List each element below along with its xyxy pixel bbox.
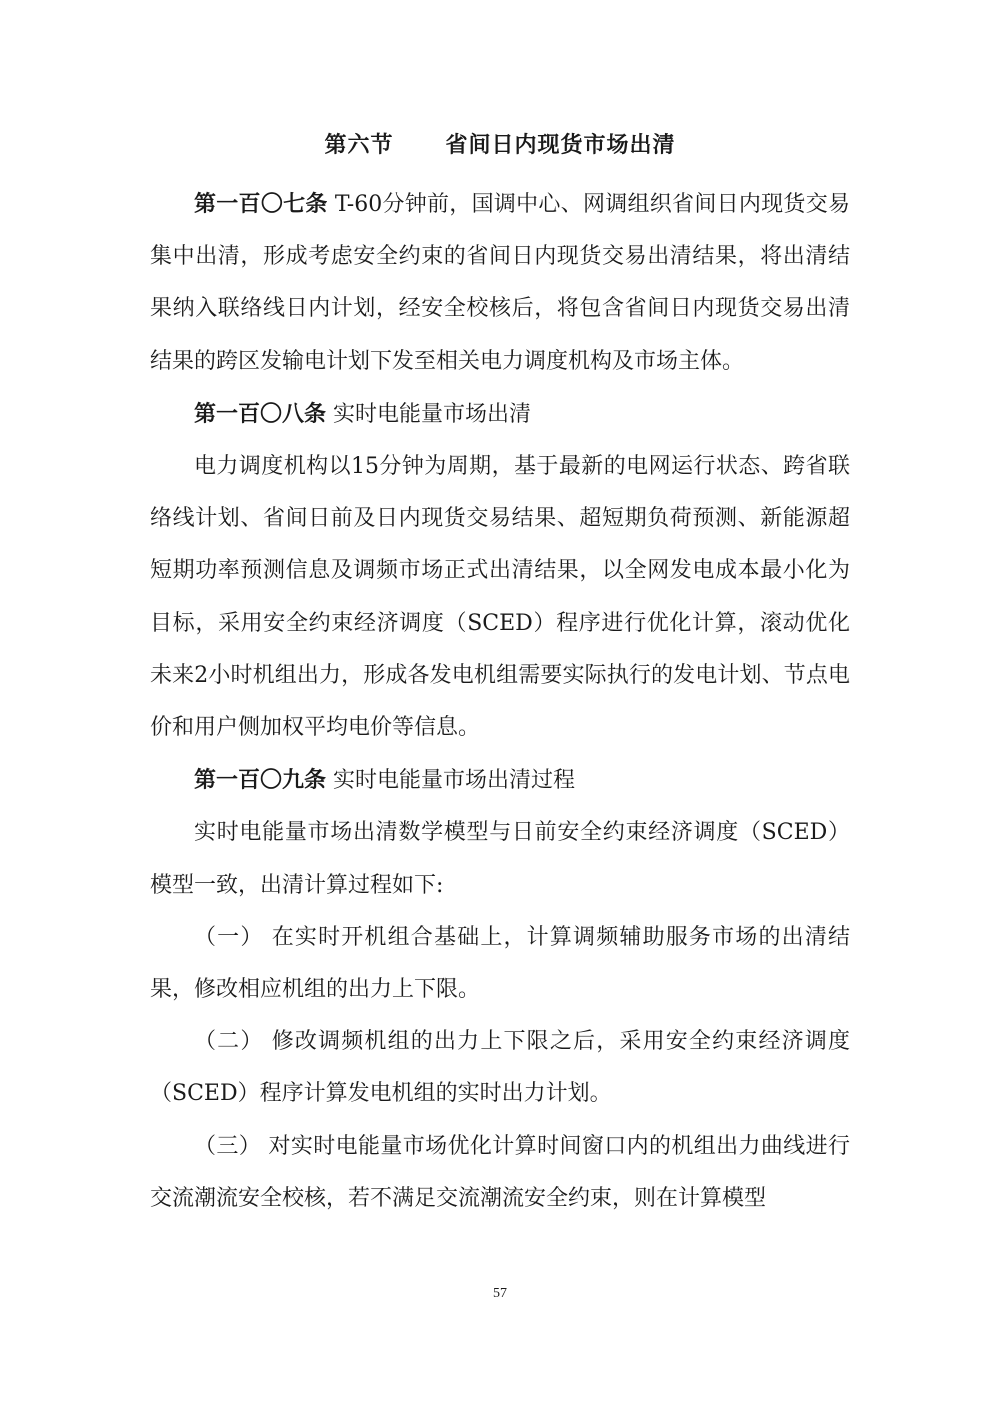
article-109 <box>150 754 850 807</box>
article-107 <box>150 178 850 388</box>
paragraph-text: 实时电能量市场出清数学模型与日前安全约束经济调度（SCED）模型一致，出清计算过程如下: <box>150 820 850 898</box>
page-number: 57 <box>493 1286 507 1301</box>
article-heading: 第一百〇八条 <box>194 400 327 427</box>
list-item-text: （二） 修改调频机组的出力上下限之后，采用安全约束经济调度（SCED）程序计算发电机组的实时出力计划。 <box>150 1029 850 1107</box>
list-item <box>150 912 850 1016</box>
article-text: T-60分钟前，国调中心、网调组织省间日内现货交易集中出清，形成考虑安全约束的省间日内现货交易出清结果，将出清结果纳入联络线日内计划，经安全校核后，将包含省间日内现货交易出清结果的跨区发输电计划下发至相关电力调度机构及市场主体。 <box>150 192 850 374</box>
list-item <box>150 1121 850 1225</box>
list-item-text: （一） 在实时开机组合基础上，计算调频辅助服务市场的出清结果，修改相应机组的出力上下限。 <box>150 924 850 1003</box>
paragraph-text: 电力调度机构以15分钟为周期，基于最新的电网运行状态、跨省联络线计划、省间日前及日内现货交易结果、超短期负荷预测、新能源超短期功率预测信息及调频市场正式出清结果，以全网发电成本最小化为目标，采用安全约束经济调度（SCED）程序进行优化计算，滚动优化未来2小时机组出力，形成各发电机组需要实际执行的发电计划、节点电价和用户侧加权平均电价等信息。 <box>150 454 850 741</box>
article-heading: 第一百〇九条 <box>194 767 327 794</box>
body-paragraph <box>150 441 850 754</box>
list-item <box>150 1016 850 1120</box>
article-108 <box>150 388 850 441</box>
article-text: 实时电能量市场出清过程 <box>326 768 576 794</box>
document-body <box>150 178 850 1225</box>
article-text: 实时电能量市场出清 <box>326 401 532 427</box>
section-title: 第六节 省间日内现货市场出清 <box>324 132 676 158</box>
list-item-text: （三） 对实时电能量市场优化计算时间窗口内的机组出力曲线进行交流潮流安全校核，若不满足交流潮流安全约束，则在计算模型 <box>150 1133 850 1211</box>
article-heading: 第一百〇七条 <box>194 191 328 217</box>
body-paragraph <box>150 807 850 911</box>
